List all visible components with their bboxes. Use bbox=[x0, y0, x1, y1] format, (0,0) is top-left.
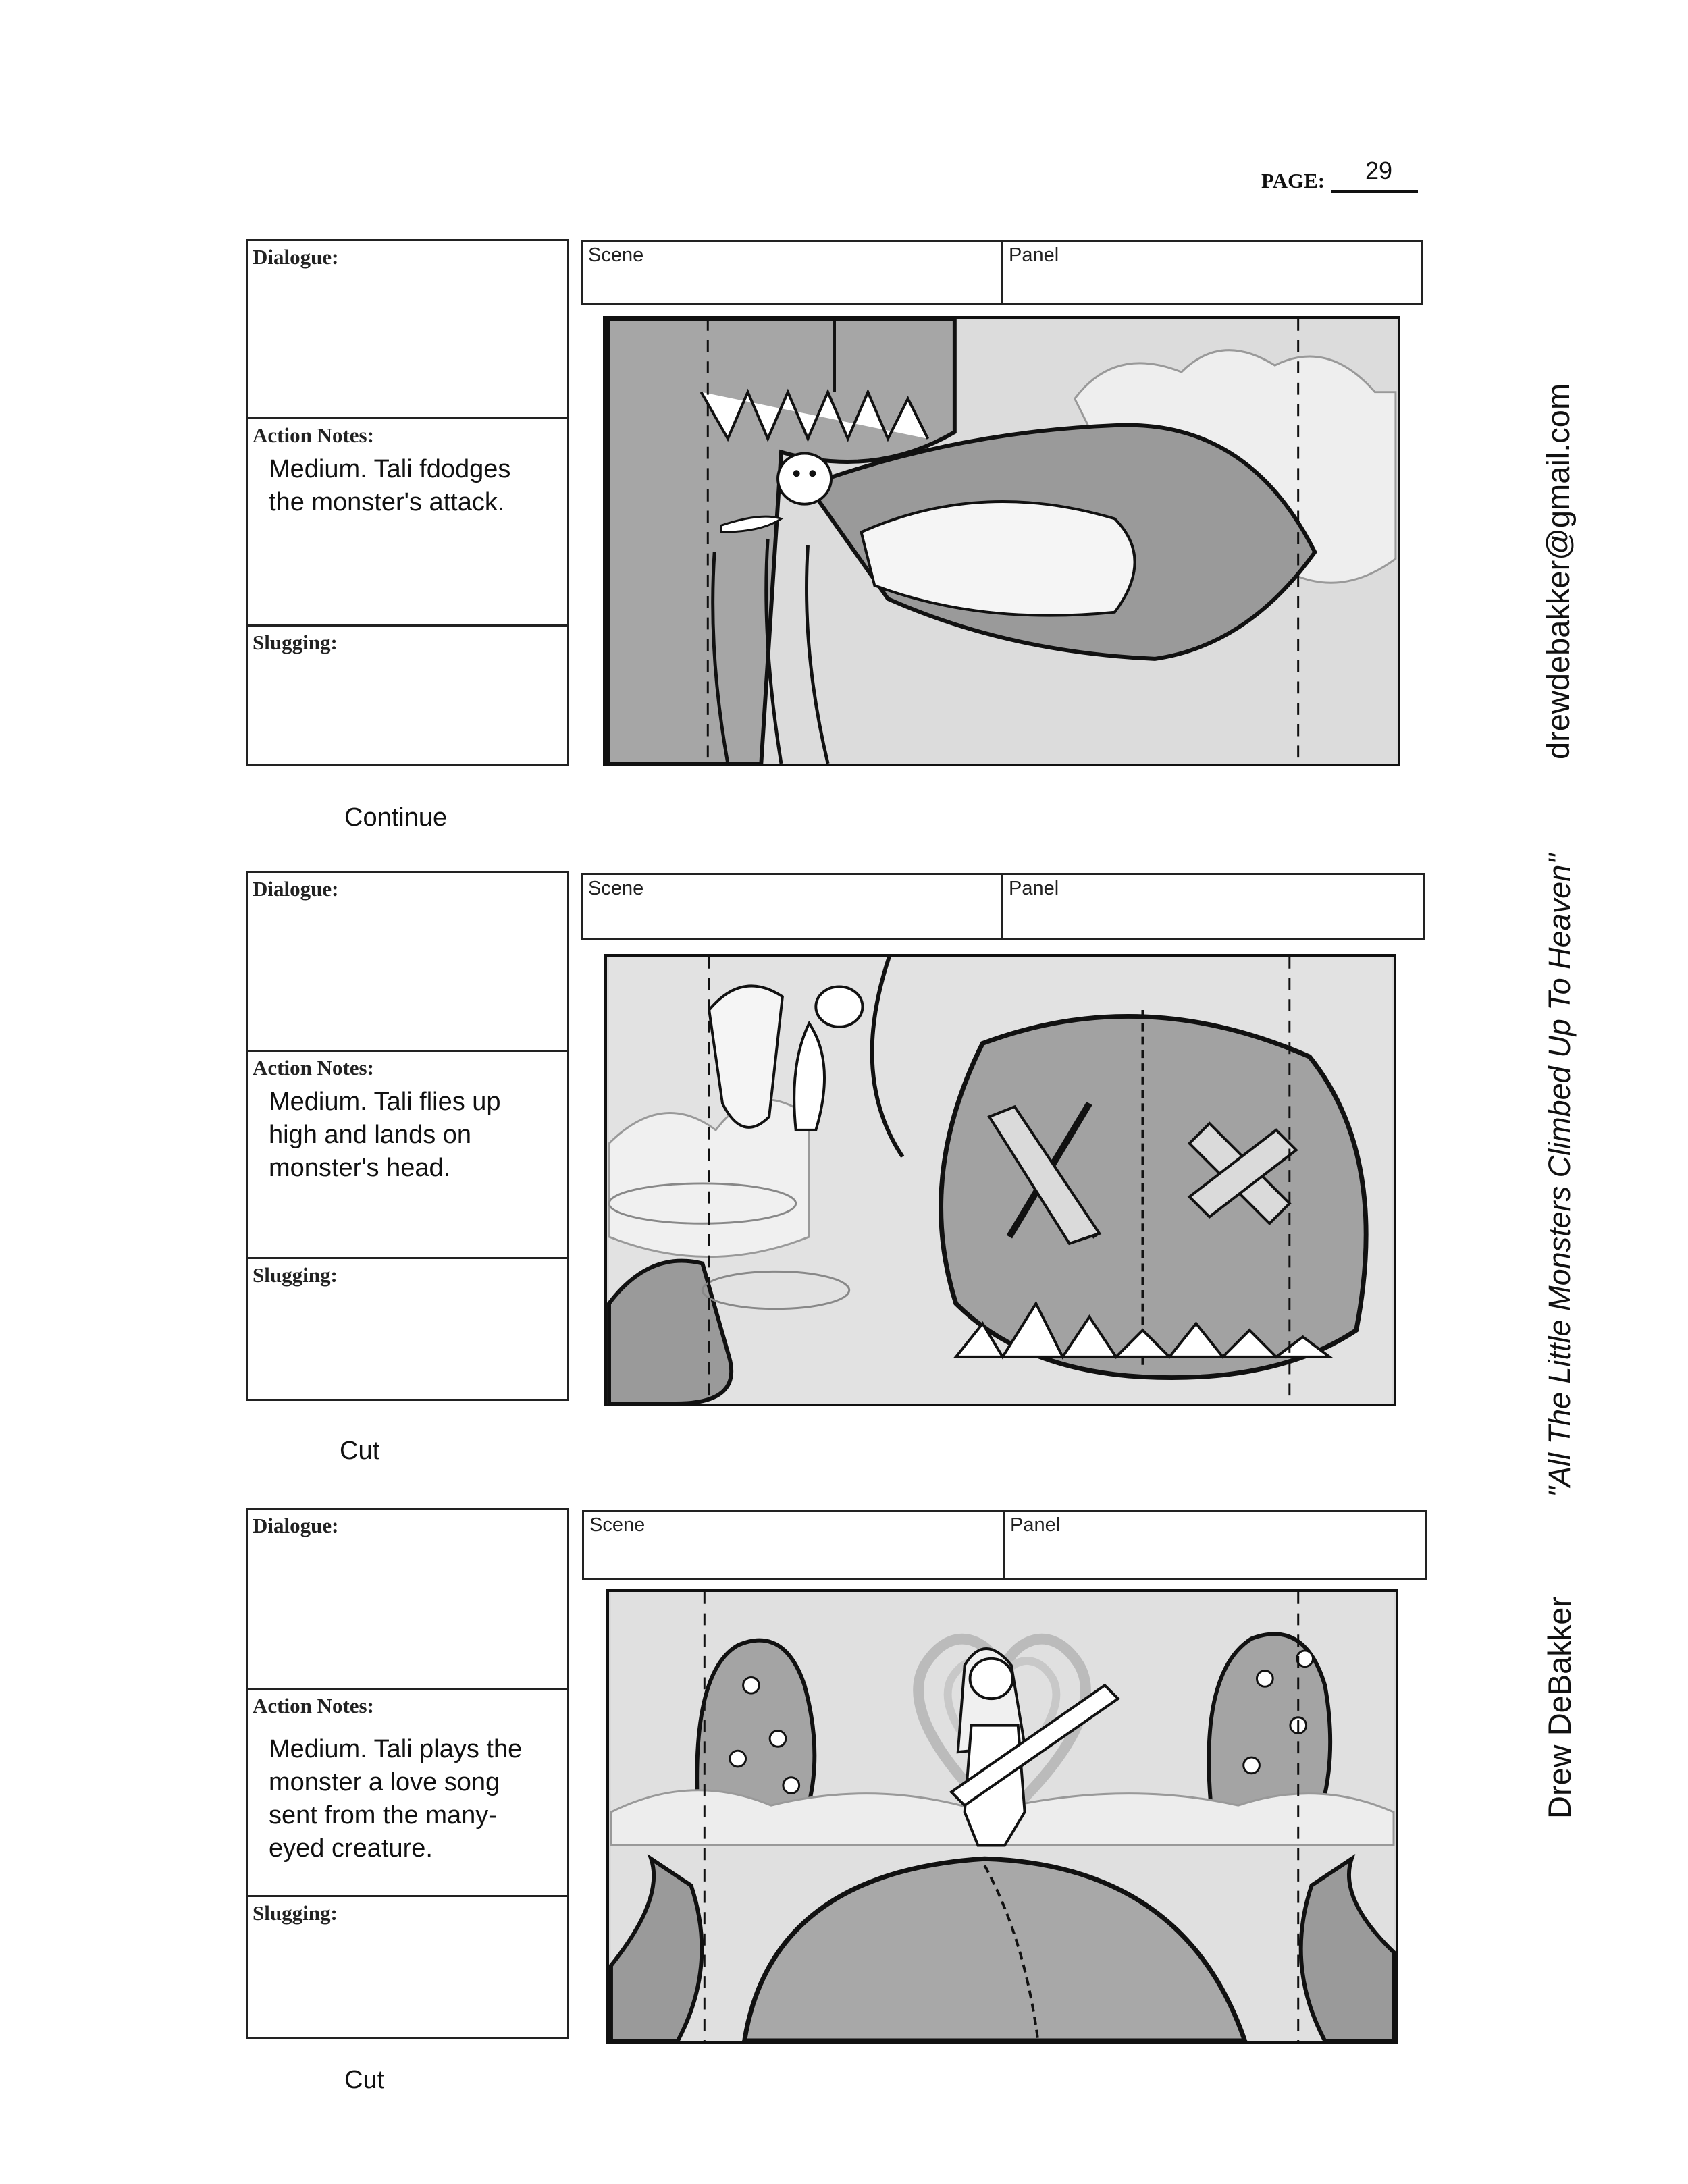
storyboard-sketch-3 bbox=[609, 1592, 1396, 2041]
panel-label: Panel bbox=[1009, 244, 1059, 266]
dialogue-label: Dialogue: bbox=[253, 1514, 339, 1537]
panel-field bbox=[1003, 1512, 1425, 1578]
action-notes-section bbox=[248, 417, 567, 624]
dialogue-label: Dialogue: bbox=[253, 245, 339, 269]
slugging-section bbox=[248, 624, 567, 764]
scene-field bbox=[584, 1512, 1003, 1578]
dialogue-section bbox=[248, 873, 567, 1050]
storyboard-frame-2 bbox=[604, 954, 1396, 1406]
storyboard-frame-1 bbox=[603, 316, 1400, 766]
page-label: PAGE: bbox=[1261, 169, 1325, 192]
project-title: "All The Little Monsters Climbed Up To Heaven" bbox=[1542, 853, 1577, 1497]
scene-panel-header-2 bbox=[581, 873, 1425, 940]
storyboard-sketch-2 bbox=[607, 957, 1394, 1404]
transition-label-1: Continue bbox=[344, 803, 448, 832]
scene-field bbox=[583, 875, 1001, 938]
dialogue-label: Dialogue: bbox=[253, 877, 339, 901]
action-notes-text: Medium. Tali plays the monster a love song sent from the many- eyed creature. bbox=[269, 1735, 523, 1863]
scene-panel-header-3 bbox=[582, 1510, 1427, 1580]
action-notes-text: Medium. Tali flies up high and lands on monster's head. bbox=[269, 1088, 501, 1182]
slugging-section bbox=[248, 1895, 567, 2037]
scene-label: Scene bbox=[589, 1514, 645, 1536]
action-notes-label: Action Notes: bbox=[253, 1694, 374, 1717]
slugging-label: Slugging: bbox=[253, 1263, 338, 1287]
panel-field bbox=[1001, 875, 1423, 938]
scene-field bbox=[583, 242, 1001, 303]
notes-box-1 bbox=[246, 239, 569, 766]
action-notes-section bbox=[248, 1688, 567, 1895]
page-number-underline bbox=[1331, 190, 1418, 193]
panel-label: Panel bbox=[1009, 878, 1059, 899]
action-notes-label: Action Notes: bbox=[253, 1056, 374, 1080]
panel-label: Panel bbox=[1010, 1514, 1061, 1536]
notes-box-3 bbox=[246, 1508, 569, 2039]
page-number: 29 bbox=[1365, 157, 1393, 184]
scene-label: Scene bbox=[588, 244, 644, 266]
transition-label-3: Cut bbox=[344, 2066, 385, 2094]
dialogue-section bbox=[248, 241, 567, 417]
author-name: Drew DeBakker bbox=[1541, 1596, 1577, 1819]
scene-label: Scene bbox=[588, 878, 644, 899]
dialogue-section bbox=[248, 1510, 567, 1688]
author-email: drewdebakker@gmail.com bbox=[1540, 383, 1576, 760]
storyboard-frame-3 bbox=[606, 1589, 1398, 2044]
slugging-label: Slugging: bbox=[253, 1901, 338, 1925]
panel-field bbox=[1001, 242, 1421, 303]
slugging-section bbox=[248, 1257, 567, 1399]
action-notes-label: Action Notes: bbox=[253, 423, 374, 447]
transition-label-2: Cut bbox=[340, 1437, 380, 1465]
scene-panel-header-1 bbox=[581, 240, 1423, 305]
action-notes-text: Medium. Tali fdodges the monster's attack. bbox=[269, 455, 511, 516]
storyboard-sketch-1 bbox=[606, 319, 1398, 764]
action-notes-section bbox=[248, 1050, 567, 1257]
notes-box-2 bbox=[246, 871, 569, 1401]
slugging-label: Slugging: bbox=[253, 631, 338, 654]
